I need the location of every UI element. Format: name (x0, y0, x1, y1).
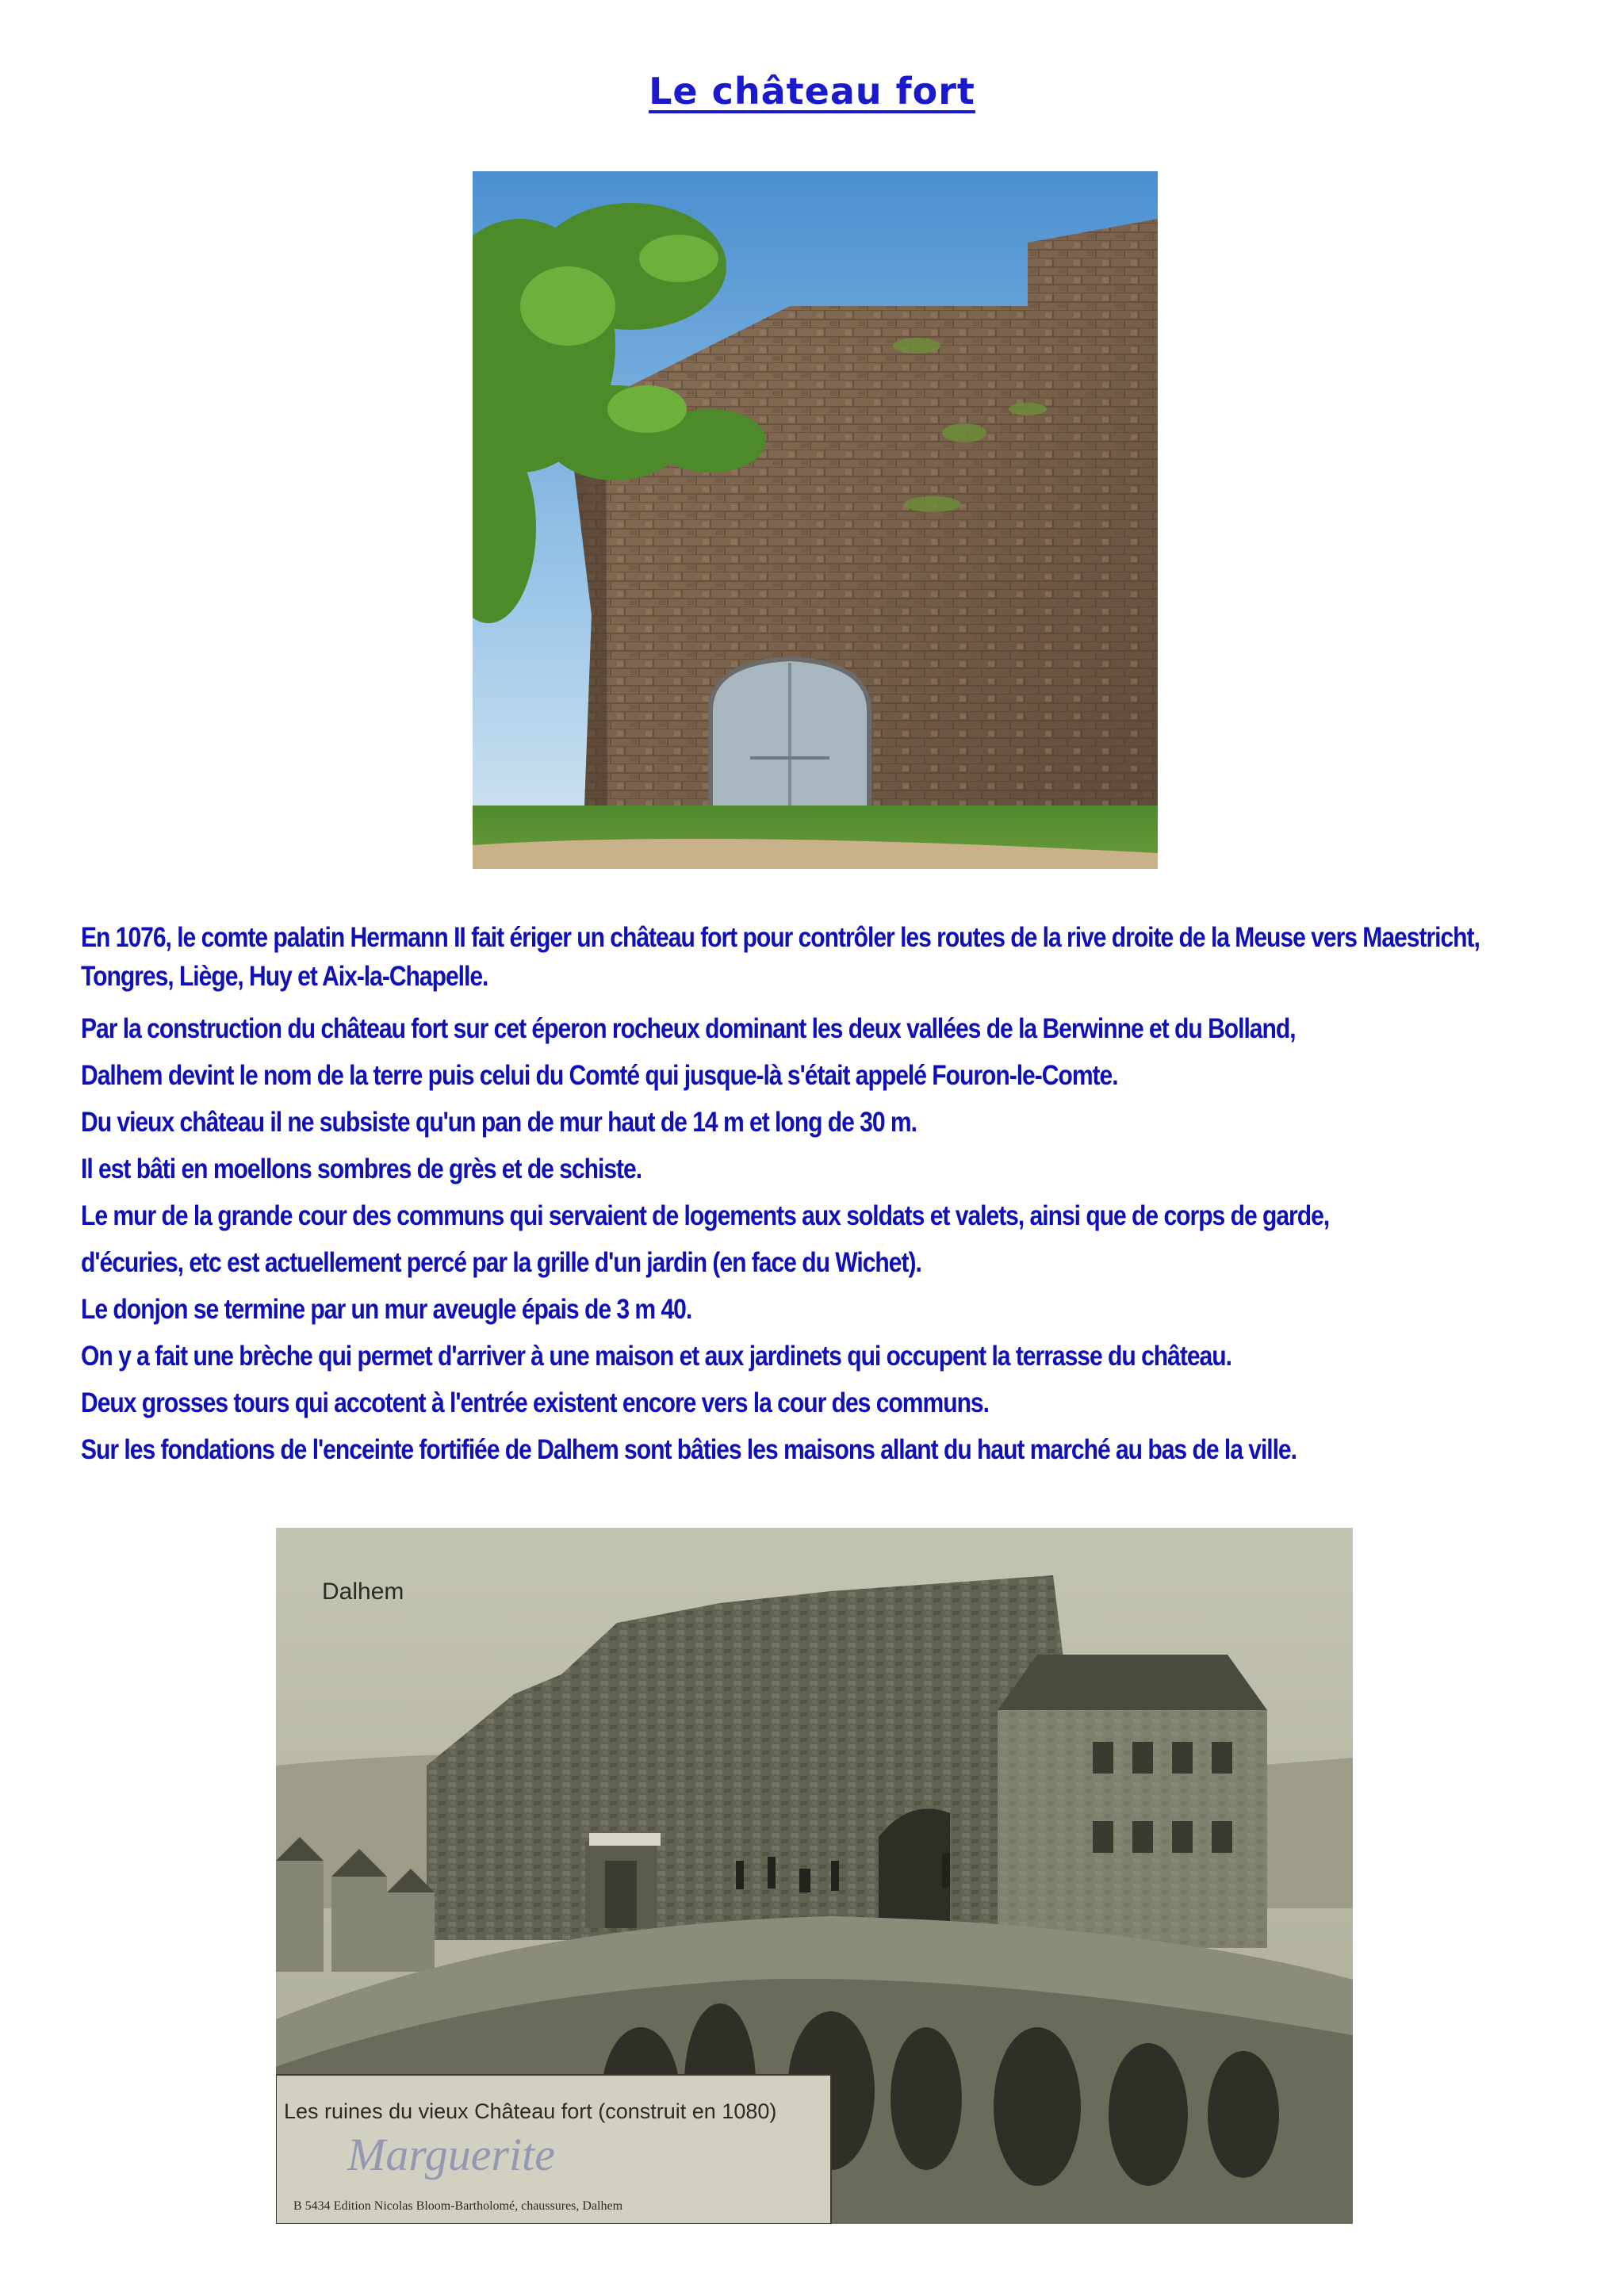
postcard-illustration (276, 1528, 1353, 2224)
postcard-publisher: B 5434 Edition Nicolas Bloom-Bartholomé, chaussures, Dalhem (293, 2199, 623, 2213)
postcard-signature: Marguerite (347, 2129, 556, 2180)
paragraph: Il est bâti en moellons sombres de grès et de schiste. (81, 1154, 642, 1184)
castle-wall-photo (473, 171, 1158, 869)
paragraph: d'écuries, etc est actuellement percé par la grille d'un jardin (en face du Wichet). (81, 1247, 921, 1278)
paragraph: Du vieux château il ne subsiste qu'un pan de mur haut de 14 m et long de 30 m. (81, 1107, 917, 1138)
castle-wall-illustration (473, 171, 1158, 869)
paragraph: Par la construction du château fort sur cet éperon rocheux dominant les deux vallées de la Berwinne et du Bolland, (81, 1013, 1296, 1044)
article-text (81, 918, 1480, 1473)
paragraph: On y a fait une brèche qui permet d'arriver à une maison et aux jardinets qui occupent la terrasse du château. (81, 1341, 1231, 1372)
postcard-caption: Les ruines du vieux Château fort (construit en 1080) (284, 2099, 777, 2123)
paragraph: Le mur de la grande cour des communs qui servaient de logements aux soldats et valets, ainsi que de corps de garde, (81, 1200, 1330, 1231)
paragraph: Sur les fondations de l'enceinte fortifiée de Dalhem sont bâties les maisons allant du haut marché au bas de la ville. (81, 1434, 1297, 1465)
paragraph: Le donjon se termine par un mur aveugle épais de 3 m 40. (81, 1294, 692, 1325)
postcard-place-label: Dalhem (322, 1578, 404, 1605)
paragraph: En 1076, le comte palatin Hermann II fait ériger un château fort pour contrôler les routes de la rive droite de la Meuse vers Maestricht, Tongres, Liège, Huy et Aix-la-Chapelle. (81, 922, 1480, 992)
historic-postcard (276, 1528, 1353, 2224)
paragraph: Deux grosses tours qui accotent à l'entrée existent encore vers la cour des communs. (81, 1387, 989, 1418)
page-title: Le château fort (649, 70, 975, 113)
paragraph: Dalhem devint le nom de la terre puis celui du Comté qui jusque-là s'était appelé Fouron-le-Comte. (81, 1060, 1118, 1091)
